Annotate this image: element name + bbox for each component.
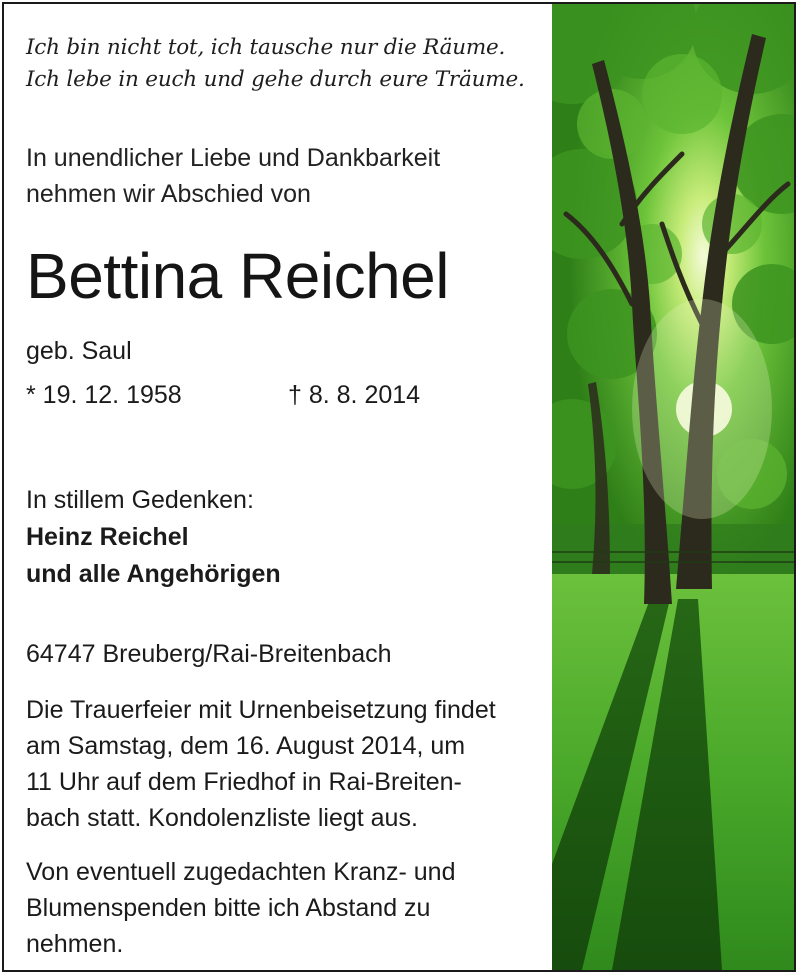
poem [26, 32, 525, 96]
intro-line-2: nehmen wir Abschied von [26, 180, 311, 208]
birth-date: * 19. 12. 1958 [26, 381, 182, 409]
mourner-relatives: und alle Angehörigen [26, 560, 281, 588]
service-line-3: 11 Uhr auf dem Friedhof in Rai-Breiten- [26, 768, 462, 796]
obituary-notice [2, 2, 796, 972]
poem-line-2: Ich lebe in euch und gehe durch eure Träume. [26, 67, 525, 92]
flowers-line-3: nehmen. [26, 930, 124, 958]
birth-name: geb. Saul [26, 337, 132, 365]
deceased-name: Bettina Reichel [26, 240, 449, 312]
place: 64747 Breuberg/Rai-Breitenbach [26, 640, 392, 668]
flowers-note [26, 854, 546, 962]
flowers-line-1: Von eventuell zugedachten Kranz- und [26, 858, 456, 886]
mourners-heading: In stillem Gedenken: [26, 486, 254, 514]
mourners [26, 482, 281, 593]
intro-text [26, 140, 440, 212]
poem-line-1: Ich bin nicht tot, ich tausche nur die Räume. [26, 35, 506, 60]
service-line-2: am Samstag, dem 16. August 2014, um [26, 732, 466, 760]
funeral-service-text [26, 692, 546, 836]
flowers-line-2: Blumenspenden bitte ich Abstand zu [26, 894, 431, 922]
service-line-1: Die Trauerfeier mit Urnenbeisetzung findet [26, 696, 496, 724]
service-line-4: bach statt. Kondolenzliste liegt aus. [26, 804, 418, 832]
death-date: † 8. 8. 2014 [288, 381, 421, 409]
intro-line-1: In unendlicher Liebe und Dankbarkeit [26, 144, 441, 172]
park-trees-photo [552, 4, 796, 970]
mourner-name: Heinz Reichel [26, 523, 189, 551]
